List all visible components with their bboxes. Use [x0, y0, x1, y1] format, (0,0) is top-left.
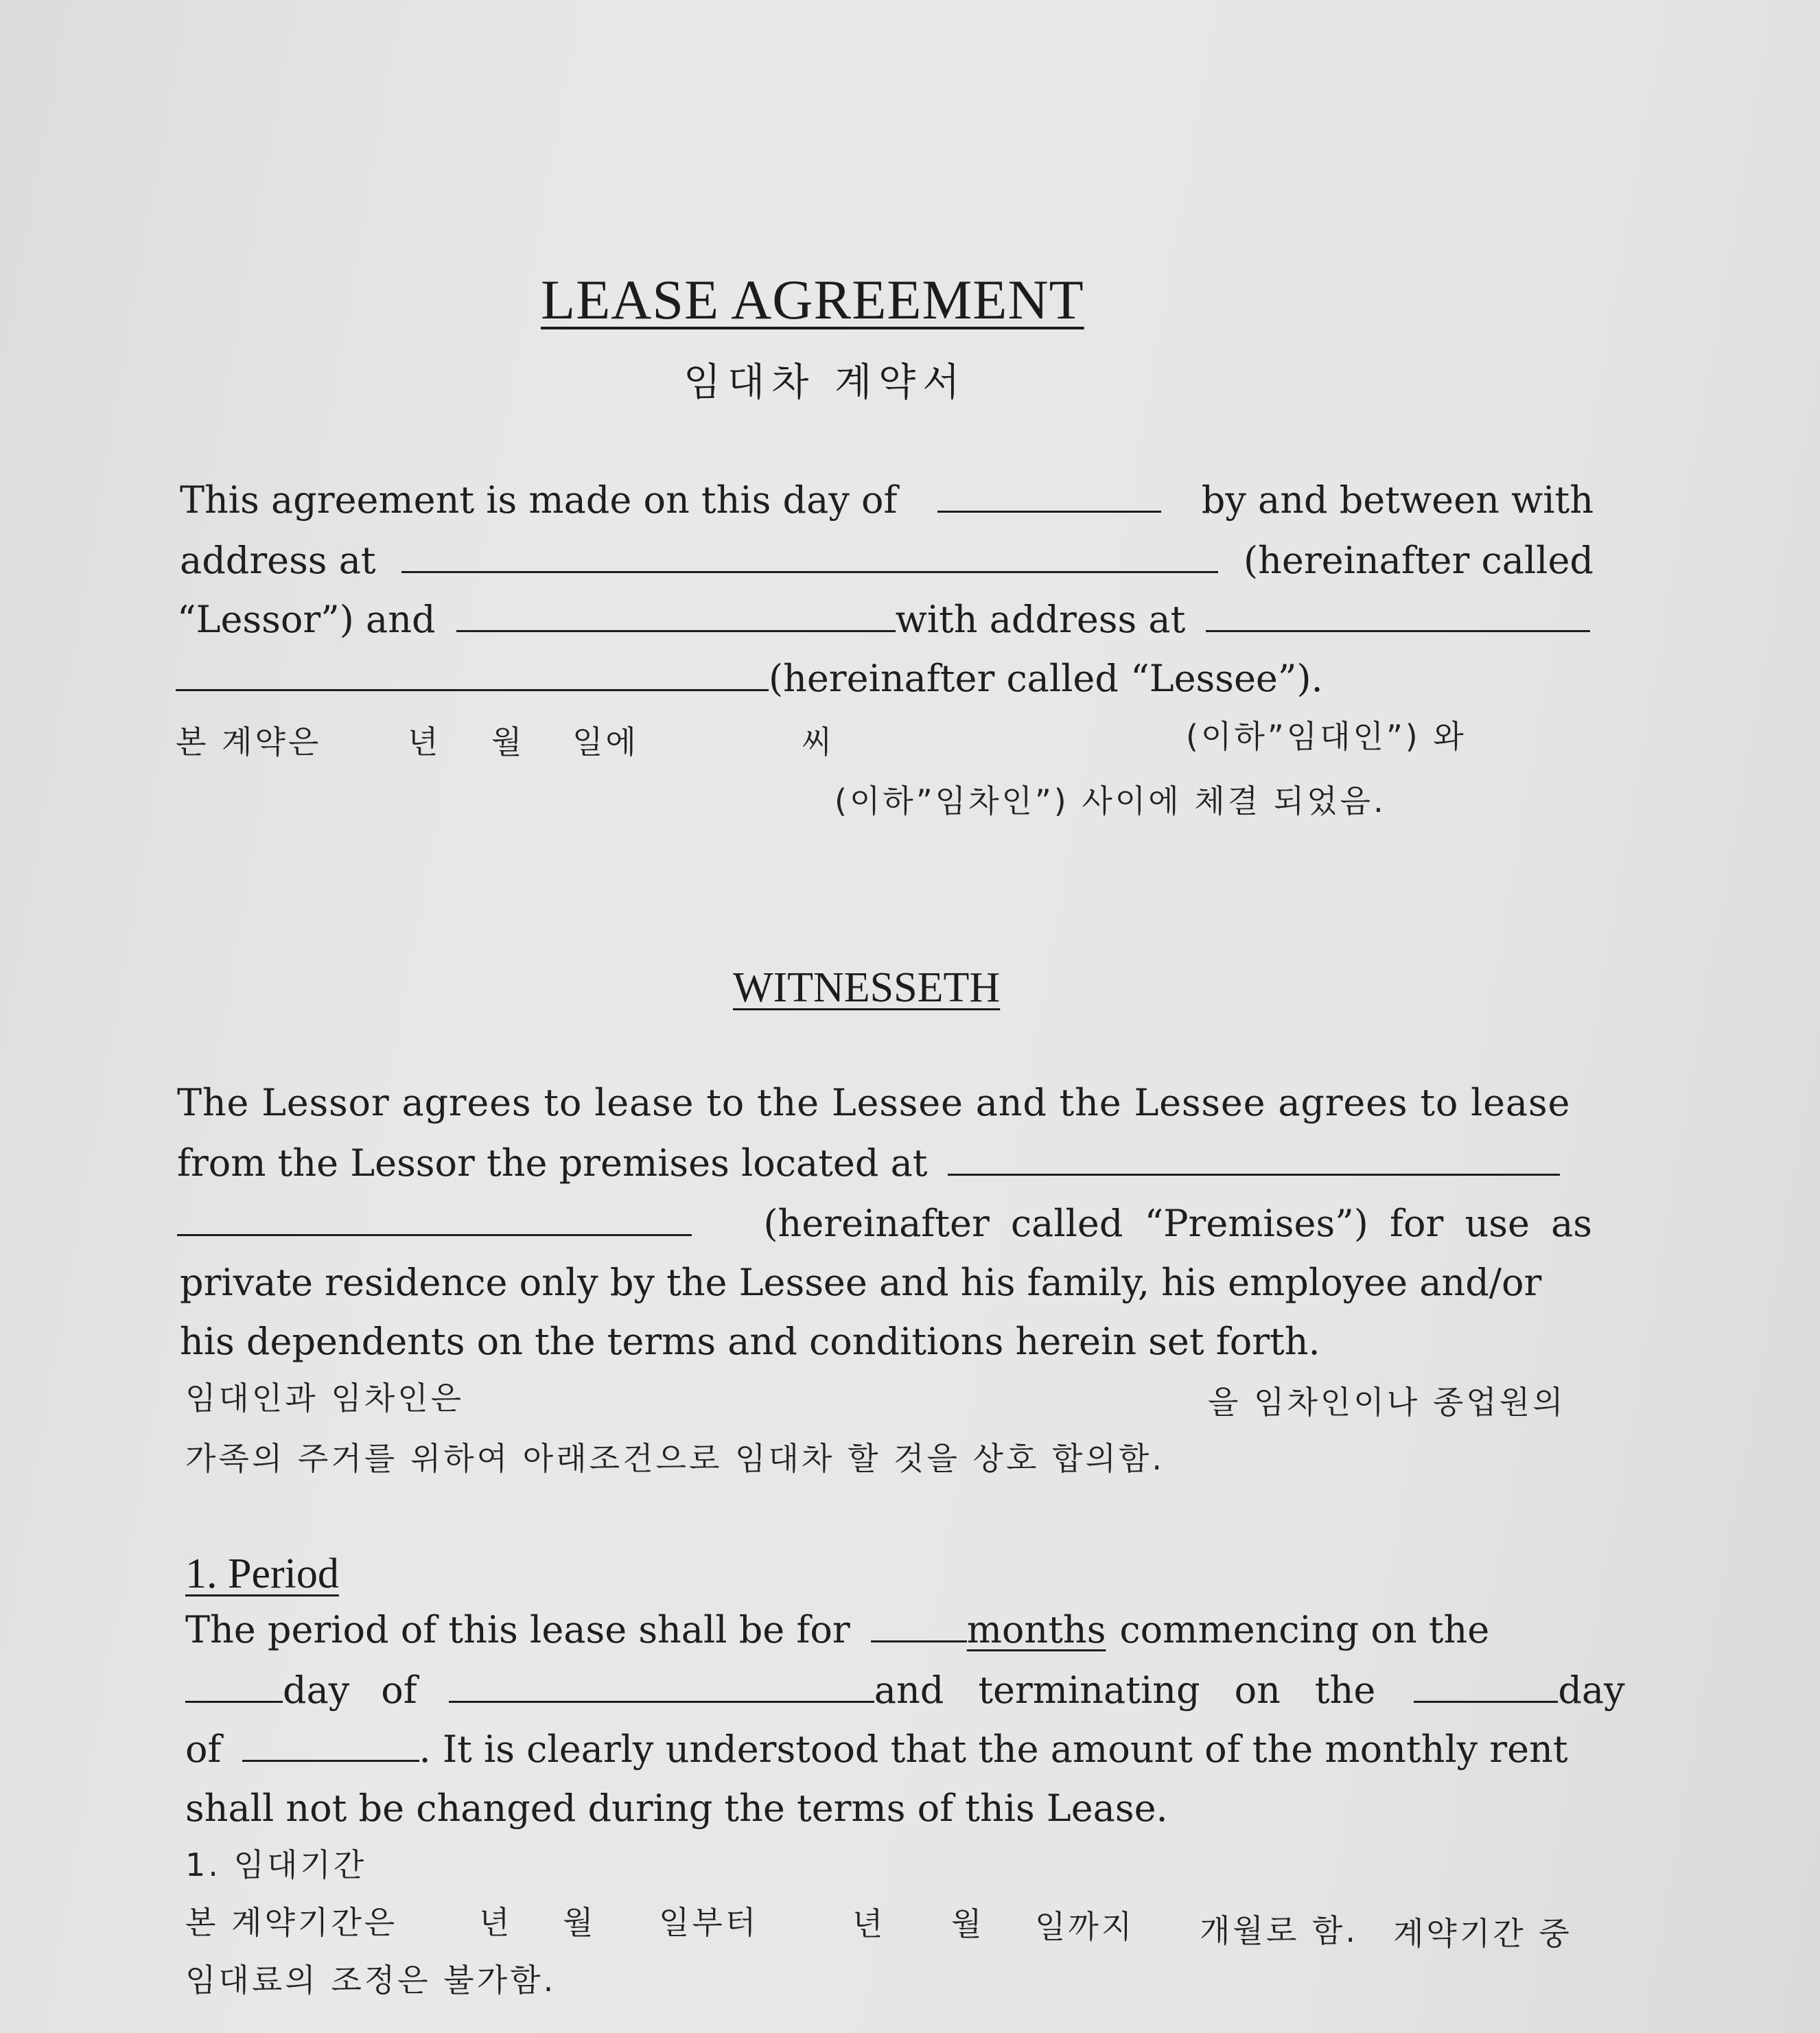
period-text: and — [874, 1669, 944, 1712]
intro-korean-text: 월 — [491, 723, 525, 760]
witnesseth-korean-text: 가족의 주거를 위하여 아래조건으로 임대차 할 것을 상호 합의함. — [185, 1440, 1165, 1477]
premises-location-blank-2[interactable] — [177, 1207, 692, 1236]
intro-text: (hereinafter called — [1244, 539, 1594, 582]
witnesseth-line-1 — [177, 1081, 1571, 1124]
start-month-blank[interactable] — [449, 1673, 874, 1703]
period-text: day — [1558, 1669, 1625, 1712]
lessor-address-blank[interactable] — [401, 544, 1218, 573]
witnesseth-heading: WITNESSETH — [733, 964, 1001, 1011]
period-text: the — [1314, 1669, 1376, 1712]
end-day-blank[interactable] — [1414, 1673, 1558, 1703]
intro-korean-text: 년 — [408, 723, 441, 760]
period-text: on — [1234, 1669, 1281, 1712]
witnesseth-line-2 — [177, 1141, 1560, 1185]
intro-line-4 — [176, 657, 1323, 700]
period-text: day — [283, 1669, 350, 1712]
witnesseth-text: (hereinafter called “Premises”) for use as — [763, 1202, 1592, 1245]
witnesseth-korean-text: 을 임차인이나 종업원의 — [1208, 1384, 1566, 1421]
witnesseth-text: private residence only by the Lessee and his family, his employee and/or — [180, 1261, 1542, 1304]
period-korean-text: 개월로 함. — [1200, 1912, 1358, 1949]
intro-text: with address at — [895, 598, 1186, 641]
witnesseth-line-3 — [177, 1202, 1592, 1245]
document-subtitle-korean: 임대차 계약서 — [684, 360, 967, 405]
months-word: months — [966, 1608, 1106, 1651]
period-korean-text: 년 — [479, 1904, 513, 1941]
period-text: The period of this lease shall be for — [185, 1608, 850, 1651]
intro-text: (hereinafter called “Lessee”). — [769, 657, 1323, 700]
witnesseth-text: his dependents on the terms and conditions herein set forth. — [180, 1320, 1320, 1363]
lessee-name-blank[interactable] — [456, 603, 896, 632]
period-text: terminating — [978, 1669, 1200, 1712]
period-korean-text: 일부터 — [659, 1904, 759, 1941]
period-line-3 — [185, 1728, 1568, 1771]
period-line-4 — [185, 1787, 1168, 1830]
period-korean-text: 일까지 — [1035, 1908, 1135, 1945]
months-count-blank[interactable] — [871, 1613, 967, 1642]
intro-text: address at — [180, 539, 376, 582]
start-day-blank[interactable] — [185, 1673, 283, 1703]
period-line-1 — [185, 1608, 1490, 1651]
witnesseth-korean-text: 임대인과 임차인은 — [185, 1380, 465, 1417]
document-title: LEASE AGREEMENT — [541, 268, 1084, 331]
agreement-date-blank[interactable] — [937, 483, 1161, 513]
intro-korean-text: (이하”임대인”) 와 — [1186, 718, 1467, 755]
witnesseth-line-5 — [180, 1320, 1320, 1363]
period-korean-text: 월 — [951, 1905, 985, 1942]
period-text: . It is clearly understood that the amount of the monthly rent — [419, 1728, 1568, 1771]
period-korean-text: 본 계약기간은 — [185, 1904, 398, 1941]
end-month-blank[interactable] — [242, 1732, 419, 1762]
witnesseth-line-4 — [180, 1261, 1542, 1304]
period-text: of — [185, 1728, 222, 1771]
lessee-address-blank-2[interactable] — [176, 662, 769, 691]
period-heading: 1. Period — [185, 1550, 339, 1597]
period-line-2 — [185, 1669, 1625, 1712]
period-korean-text: 임대료의 조정은 불가함. — [185, 1962, 557, 1999]
period-text: shall not be changed during the terms of this Lease. — [185, 1787, 1168, 1830]
intro-korean-text: 일에 — [572, 723, 639, 760]
witnesseth-text: The Lessor agrees to lease to the Lessee and the Lessee agrees to lease — [177, 1081, 1571, 1124]
intro-text: by and between with — [1201, 478, 1594, 522]
period-korean-heading: 1. 임대기간 — [185, 1846, 367, 1883]
period-korean-text: 월 — [563, 1904, 596, 1941]
period-text: of — [381, 1669, 417, 1712]
intro-korean-text: 본 계약은 — [176, 723, 322, 760]
intro-line-1 — [180, 478, 1594, 522]
period-korean-text: 년 — [852, 1905, 886, 1942]
witnesseth-text: from the Lessor the premises located at — [177, 1141, 928, 1185]
premises-location-blank-1[interactable] — [948, 1146, 1560, 1176]
lessee-address-blank-1[interactable] — [1206, 603, 1590, 632]
intro-korean-text: (이하”임차인”) 사이에 체결 되었음. — [835, 782, 1386, 820]
intro-line-2 — [180, 539, 1594, 582]
period-text: commencing on the — [1119, 1608, 1490, 1651]
intro-text: This agreement is made on this day of — [180, 478, 898, 522]
intro-line-3 — [177, 598, 1595, 641]
intro-text: “Lessor”) and — [177, 598, 436, 641]
period-korean-text: 계약기간 중 — [1393, 1915, 1572, 1952]
intro-korean-text: 씨 — [802, 723, 835, 760]
